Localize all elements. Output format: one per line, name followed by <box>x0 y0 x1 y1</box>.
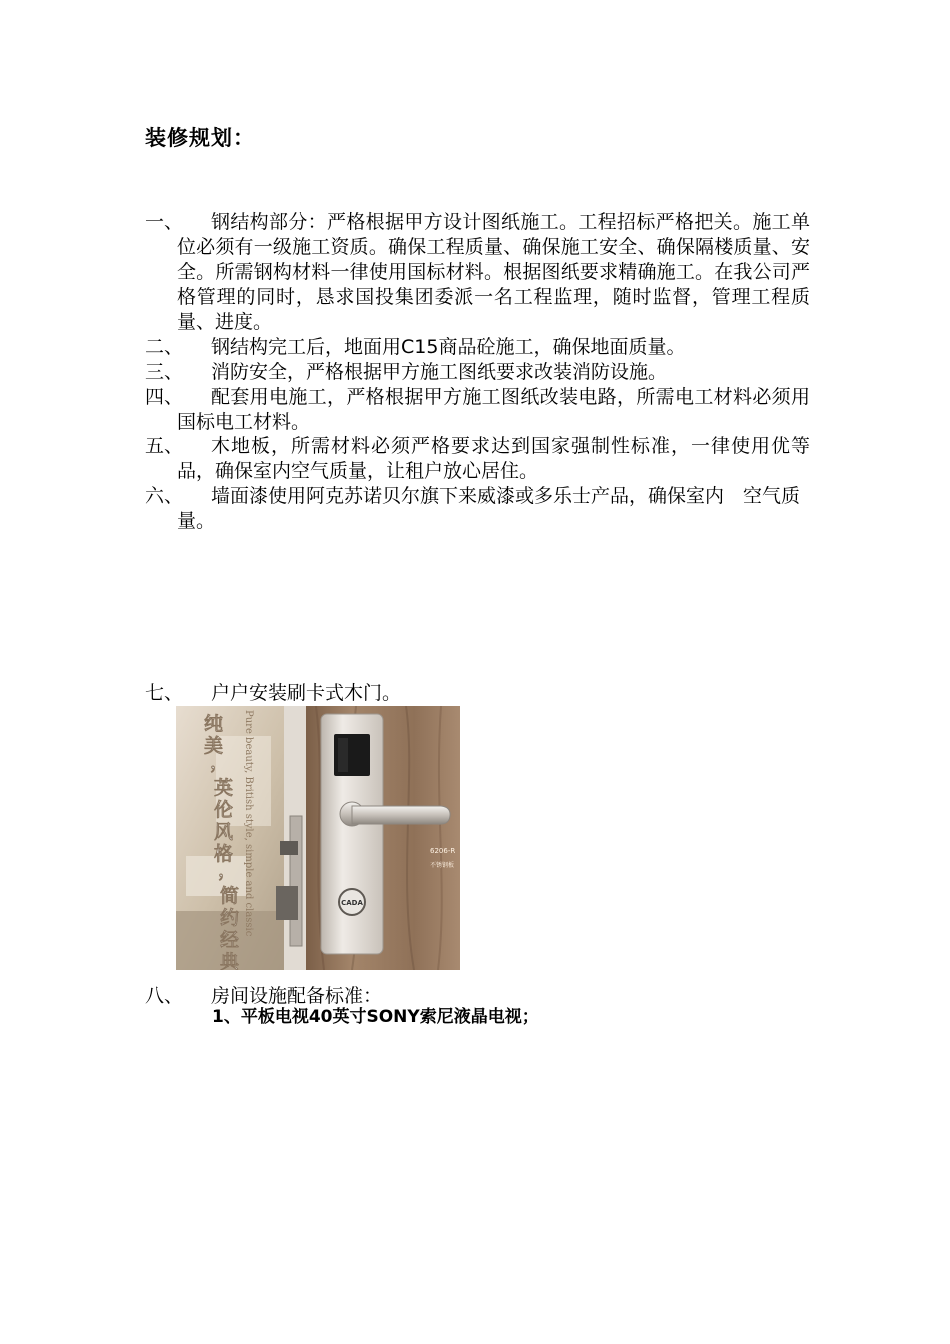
list-item-3 <box>145 360 810 385</box>
item-number: 三、 <box>145 361 184 383</box>
lock-brand-label: CADA <box>341 899 363 907</box>
door-lock-illustration <box>176 706 460 970</box>
item-number: 六、 <box>145 485 184 507</box>
item-text: 木地板，所需材料必须严格要求达到国家强制性标准，一律使用优等品，确保室内空气质量，让租户放心居住。 <box>177 435 810 482</box>
item-number: 二、 <box>145 336 184 358</box>
item-text: 户户安装刷卡式木门。 <box>211 682 402 704</box>
item-text: 消防安全，严格根据甲方施工图纸要求改装消防设施。 <box>211 361 668 383</box>
slogan-char: 美 <box>204 735 224 757</box>
item-text: 钢结构部分：严格根据甲方设计图纸施工。工程招标严格把关。施工单位必须有一级施工资质。确保工程质量、确保施工安全、确保隔楼质量、安全。所需钢构材料一律使用国标材料。根据图纸要求精确施工。在我公司严格管理的同时，恳求国投集团委派一名工程监理，随时监督，管理工程质量、进度。 <box>177 211 810 333</box>
slogan-char: 英 <box>214 777 234 799</box>
slogan-char: ， <box>210 751 230 773</box>
item-number: 五、 <box>145 435 184 457</box>
slogan-char: 典 <box>220 951 240 970</box>
list-item-5 <box>145 434 810 484</box>
item-number: 七、 <box>145 682 184 704</box>
slogan-char: 经 <box>220 929 240 951</box>
slogan-char: 简 <box>220 885 240 907</box>
item-text: 房间设施配备标准： <box>211 985 383 1007</box>
slogan-char: 格 <box>214 843 234 865</box>
slogan-char: 约 <box>220 907 240 929</box>
list-item-2 <box>145 335 810 360</box>
lock-note-label: 不锈钢板 <box>430 862 455 869</box>
item-number: 八、 <box>145 985 184 1007</box>
slogan-char: 风 <box>214 821 234 843</box>
slogan-char: ， <box>218 859 238 881</box>
document-title: 装修规划： <box>145 126 255 150</box>
list-item-1 <box>145 210 810 335</box>
list-item-4 <box>145 385 810 435</box>
item-text: 墙面漆使用阿克苏诺贝尔旗下来威漆或多乐士产品，确保室内 空气质量。 <box>177 485 801 532</box>
lock-model-label: 6206-R <box>430 847 456 855</box>
door-lock-photo <box>176 706 460 970</box>
list-item-6 <box>145 484 810 534</box>
list-item-7 <box>145 681 810 706</box>
item-text: 钢结构完工后，地面用C15商品砼施工，确保地面质量。 <box>211 336 686 358</box>
item-number: 一、 <box>145 211 184 233</box>
slogan-char: 纯 <box>204 713 224 735</box>
item-text: 配套用电施工，严格根据甲方施工图纸改装电路，所需电工材料必须用国标电工材料。 <box>177 386 810 433</box>
slogan-char: 伦 <box>214 799 234 821</box>
sub-item-1: 1、平板电视40英寸SONY索尼液晶电视； <box>212 1007 539 1027</box>
slogan-english: Pure beauty, British style, simple and classic <box>243 710 254 937</box>
item-number: 四、 <box>145 386 184 408</box>
